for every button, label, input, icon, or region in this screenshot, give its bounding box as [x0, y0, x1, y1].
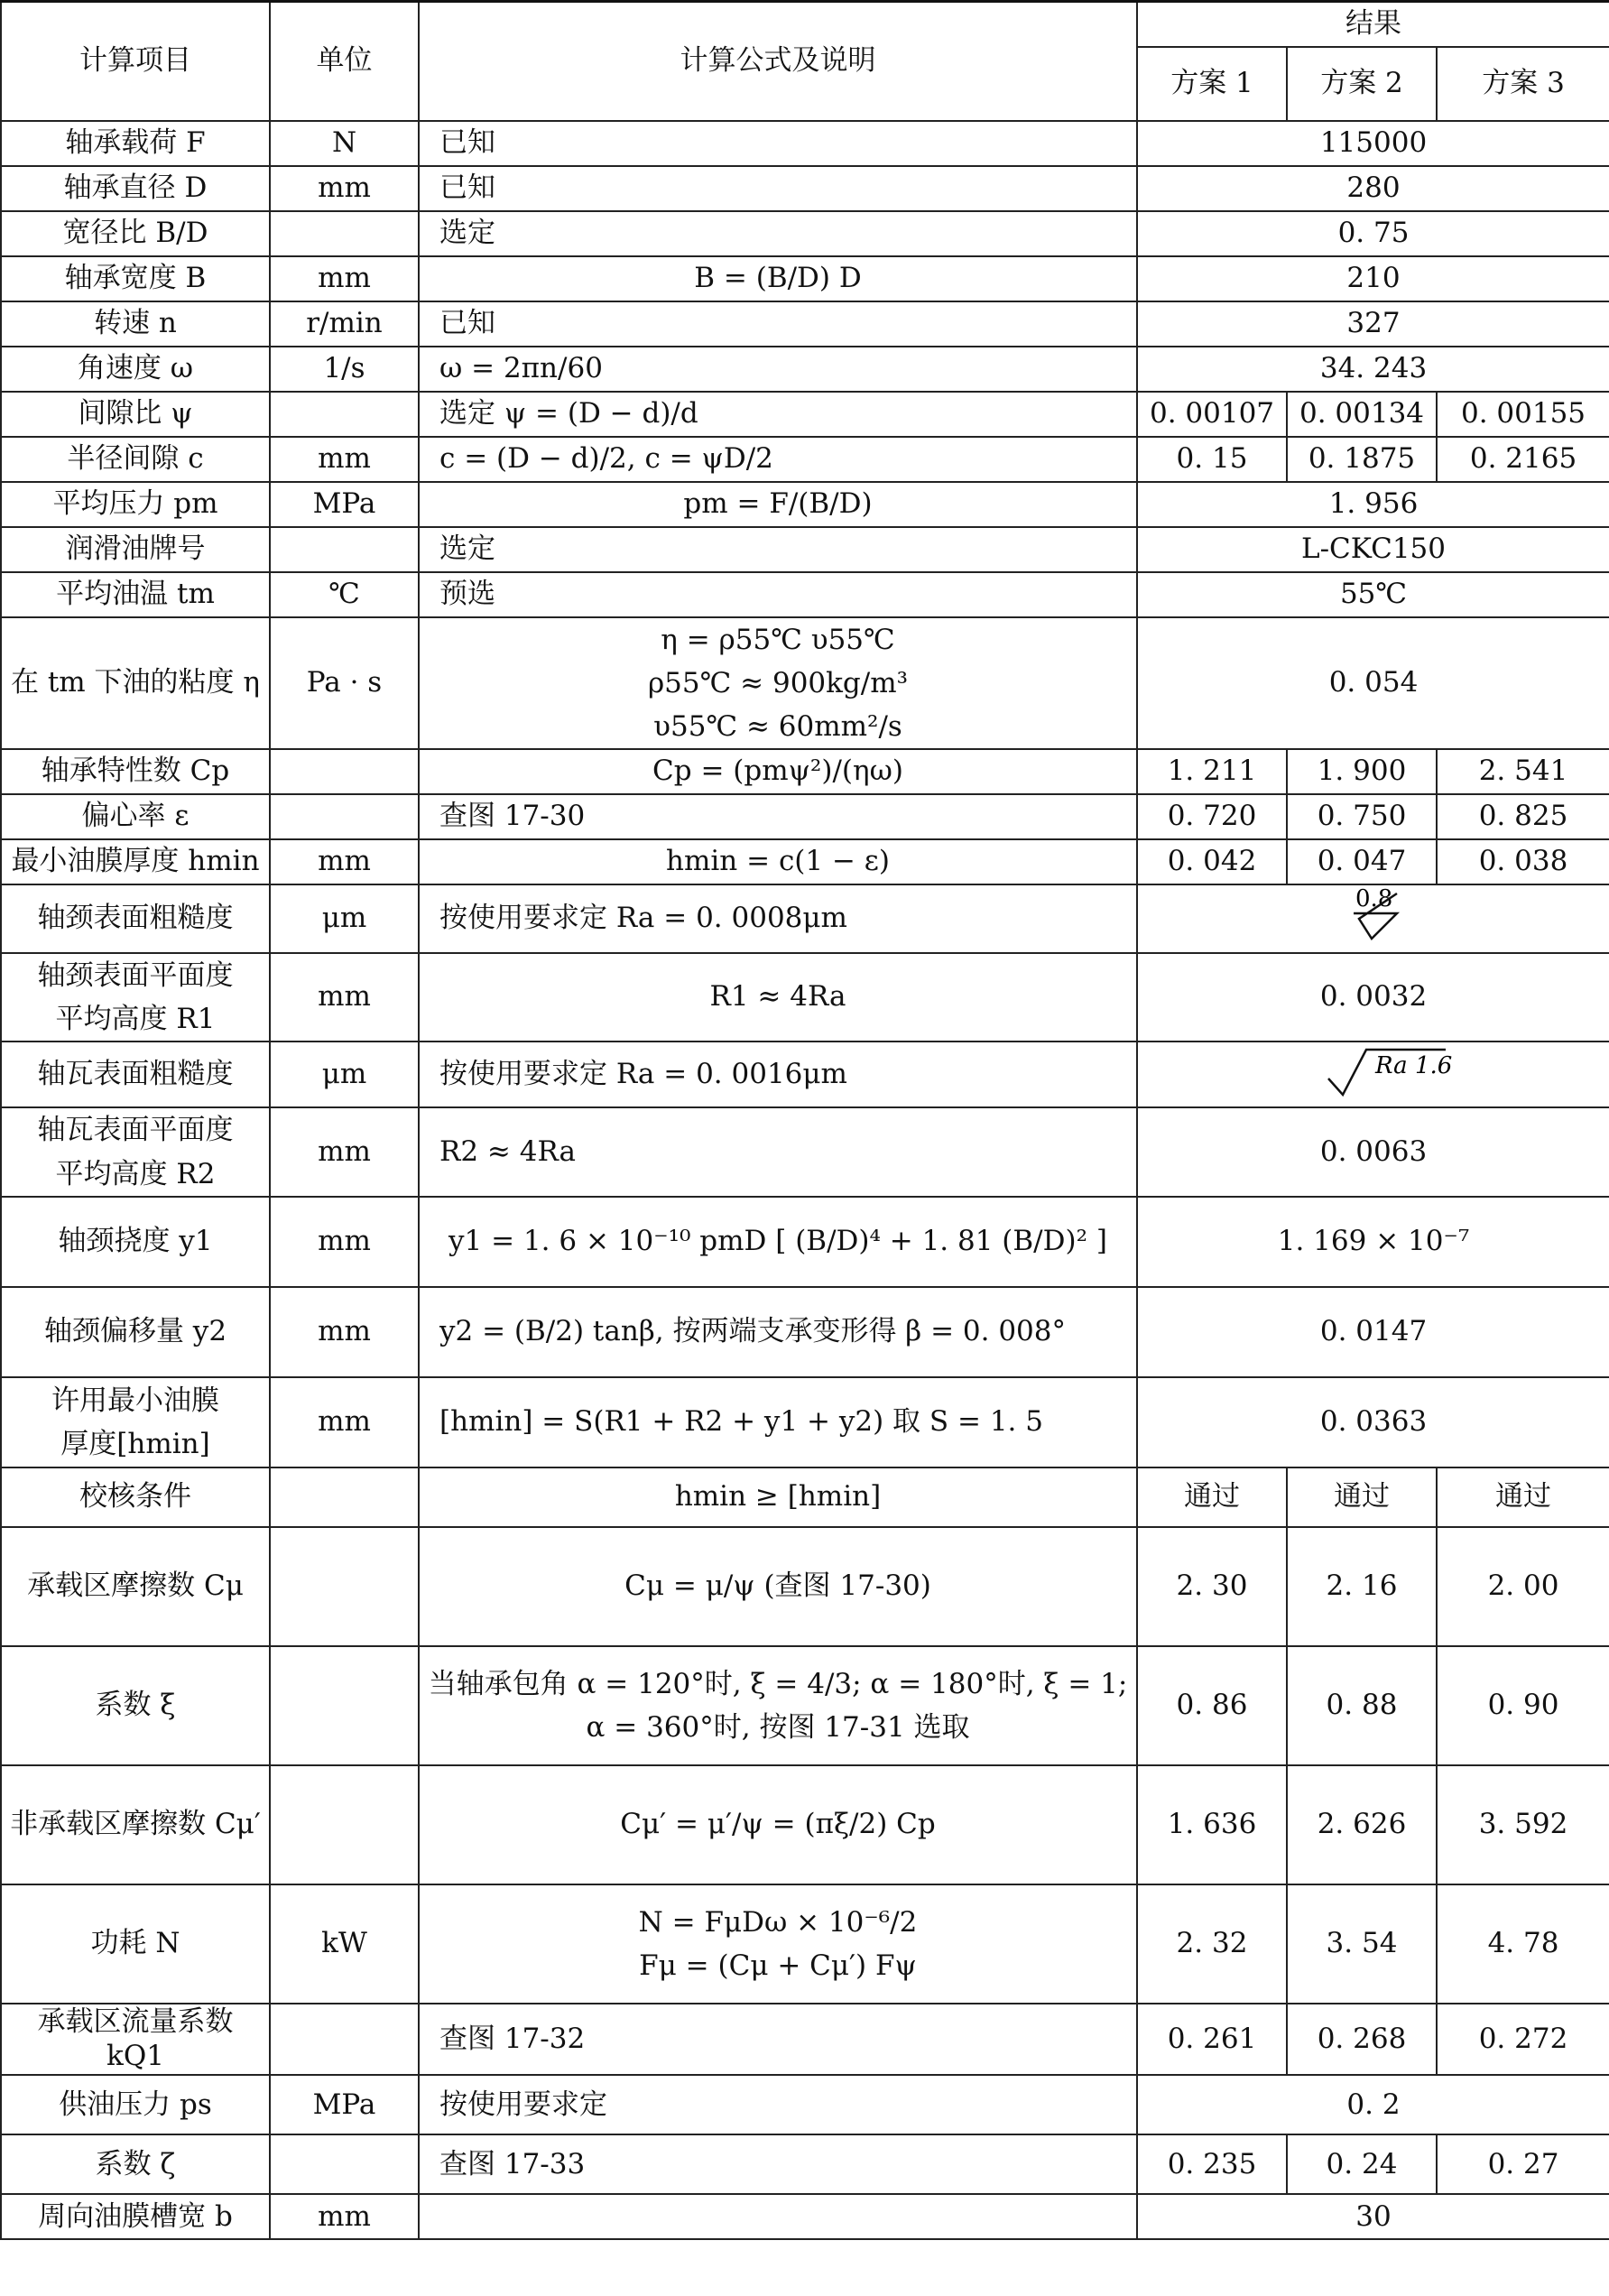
cell-unit — [270, 1527, 419, 1646]
cell-item: 系数 ξ — [1, 1646, 270, 1765]
formula-line: υ55℃ ≈ 60mm²/s — [653, 709, 902, 743]
table-row — [1, 2075, 1609, 2134]
table-row — [1, 1042, 1609, 1108]
cell-formula: 查图 17-32 — [419, 2004, 1137, 2076]
cell-unit — [270, 1765, 419, 1884]
cell-item: 供油压力 ps — [1, 2075, 270, 2134]
cell-result-merged: 1. 956 — [1137, 482, 1609, 527]
cell-result-merged: L-CKC150 — [1137, 527, 1609, 572]
cell-formula — [419, 617, 1137, 749]
table-row — [1, 392, 1609, 437]
roughness-symbol-icon — [1292, 1042, 1455, 1098]
cell-formula: pm = F/(B/D) — [419, 482, 1137, 527]
cell-item: 在 tm 下油的粘度 η — [1, 617, 270, 749]
cell-item: 角速度 ω — [1, 347, 270, 392]
item-line: 厚度[hmin] — [60, 1427, 210, 1460]
item-line: 轴颈表面平面度 — [37, 958, 234, 992]
table-row — [1, 527, 1609, 572]
cell-result-scheme-1: 2. 32 — [1137, 1884, 1287, 2004]
header-scheme-2: 方案 2 — [1287, 47, 1437, 121]
table-row — [1, 572, 1609, 617]
table-body — [1, 121, 1609, 2240]
cell-unit — [270, 211, 419, 256]
cell-formula: y2 = (B/2) tanβ, 按两端支承变形得 β = 0. 008° — [419, 1287, 1137, 1377]
cell-unit: mm — [270, 953, 419, 1042]
cell-item: 最小油膜厚度 hmin — [1, 839, 270, 884]
cell-formula: 已知 — [419, 301, 1137, 347]
cell-result-scheme-1: 0. 261 — [1137, 2004, 1287, 2076]
table-row — [1, 884, 1609, 953]
cell-unit: MPa — [270, 2075, 419, 2134]
cell-formula: Cμ′ = μ′/ψ = (πξ/2) Cp — [419, 1765, 1137, 1884]
header-unit: 单位 — [270, 2, 419, 121]
cell-result-roughness-symbol — [1137, 1042, 1609, 1108]
cell-item: 系数 ζ — [1, 2134, 270, 2194]
cell-formula: 查图 17-30 — [419, 794, 1137, 839]
cell-formula: 已知 — [419, 166, 1137, 211]
cell-unit: mm — [270, 839, 419, 884]
cell-result-scheme-1: 0. 15 — [1137, 437, 1287, 482]
formula-line: ρ55℃ ≈ 900kg/m³ — [647, 666, 909, 699]
cell-item: 非承载区摩擦数 Cμ′ — [1, 1765, 270, 1884]
cell-result-merged: 0. 054 — [1137, 617, 1609, 749]
cell-formula: R2 ≈ 4Ra — [419, 1107, 1137, 1196]
cell-item: 轴承宽度 B — [1, 256, 270, 301]
cell-item: 间隙比 ψ — [1, 392, 270, 437]
cell-item: 承载区摩擦数 Cμ — [1, 1527, 270, 1646]
cell-item: 校核条件 — [1, 1467, 270, 1527]
cell-formula: 选定 ψ = (D − d)/d — [419, 392, 1137, 437]
cell-result-merged: 34. 243 — [1137, 347, 1609, 392]
cell-result-scheme-2: 0. 00134 — [1287, 392, 1437, 437]
cell-unit: N — [270, 121, 419, 166]
cell-result-merged: 0. 2 — [1137, 2075, 1609, 2134]
table-row — [1, 1467, 1609, 1527]
cell-item: 宽径比 B/D — [1, 211, 270, 256]
cell-result-merged: 280 — [1137, 166, 1609, 211]
table-row — [1, 166, 1609, 211]
cell-result-merged: 1. 169 × 10⁻⁷ — [1137, 1197, 1609, 1287]
cell-unit: ℃ — [270, 572, 419, 617]
table-row — [1, 839, 1609, 884]
formula-line: α = 360°时, 按图 17-31 选取 — [586, 1710, 970, 1744]
cell-unit: 1/s — [270, 347, 419, 392]
cell-unit: mm — [270, 1377, 419, 1467]
cell-item — [1, 953, 270, 1042]
cell-unit: mm — [270, 256, 419, 301]
header-result: 结果 — [1137, 2, 1609, 47]
table-row — [1, 2004, 1609, 2076]
cell-result-scheme-1: 通过 — [1137, 1467, 1287, 1527]
cell-item — [1, 1107, 270, 1196]
table-row — [1, 1107, 1609, 1196]
cell-formula: 按使用要求定 Ra = 0. 0016μm — [419, 1042, 1137, 1108]
table-row — [1, 1765, 1609, 1884]
cell-result-scheme-2: 2. 626 — [1287, 1765, 1437, 1884]
cell-formula: 已知 — [419, 121, 1137, 166]
cell-result-scheme-2: 通过 — [1287, 1467, 1437, 1527]
cell-unit: Pa · s — [270, 617, 419, 749]
cell-unit: mm — [270, 1107, 419, 1196]
cell-result-scheme-3: 0. 27 — [1437, 2134, 1609, 2194]
cell-formula: Cμ = μ/ψ (查图 17-30) — [419, 1527, 1137, 1646]
header-item: 计算项目 — [1, 2, 270, 121]
cell-unit — [270, 749, 419, 794]
cell-formula: B = (B/D) D — [419, 256, 1137, 301]
cell-result-scheme-3: 4. 78 — [1437, 1884, 1609, 2004]
cell-result-merged: 0. 0363 — [1137, 1377, 1609, 1467]
cell-formula: 预选 — [419, 572, 1137, 617]
cell-item: 转速 n — [1, 301, 270, 347]
cell-unit: mm — [270, 1197, 419, 1287]
cell-formula: 查图 17-33 — [419, 2134, 1137, 2194]
table-row — [1, 794, 1609, 839]
cell-unit — [270, 794, 419, 839]
cell-unit: kW — [270, 1884, 419, 2004]
table-row — [1, 256, 1609, 301]
roughness-symbol-icon — [1292, 886, 1455, 942]
cell-result-scheme-2: 2. 16 — [1287, 1527, 1437, 1646]
cell-unit: mm — [270, 2194, 419, 2239]
cell-unit: MPa — [270, 482, 419, 527]
cell-result-scheme-1: 1. 636 — [1137, 1765, 1287, 1884]
table-row — [1, 1884, 1609, 2004]
cell-formula: 按使用要求定 Ra = 0. 0008μm — [419, 884, 1137, 953]
cell-item — [1, 1377, 270, 1467]
table-row — [1, 347, 1609, 392]
cell-result-scheme-1: 0. 86 — [1137, 1646, 1287, 1765]
cell-formula: hmin = c(1 − ε) — [419, 839, 1137, 884]
cell-item: 轴承直径 D — [1, 166, 270, 211]
cell-result-scheme-3: 0. 90 — [1437, 1646, 1609, 1765]
roughness-label: 0.8 — [1355, 885, 1393, 912]
cell-item: 轴颈偏移量 y2 — [1, 1287, 270, 1377]
cell-item: 轴承特性数 Cp — [1, 749, 270, 794]
table-row — [1, 1287, 1609, 1377]
cell-item: 承载区流量系数 kQ1 — [1, 2004, 270, 2076]
cell-result-scheme-1: 2. 30 — [1137, 1527, 1287, 1646]
cell-item: 轴颈挠度 y1 — [1, 1197, 270, 1287]
header-formula: 计算公式及说明 — [419, 2, 1137, 121]
cell-result-scheme-1: 0. 042 — [1137, 839, 1287, 884]
cell-item: 平均压力 pm — [1, 482, 270, 527]
cell-unit — [270, 527, 419, 572]
cell-result-merged: 0. 75 — [1137, 211, 1609, 256]
cell-item: 半径间隙 c — [1, 437, 270, 482]
cell-unit — [270, 2134, 419, 2194]
formula-line: 当轴承包角 α = 120°时, ξ = 4/3; α = 180°时, ξ = 1; — [428, 1667, 1128, 1700]
cell-result-scheme-1: 1. 211 — [1137, 749, 1287, 794]
cell-result-scheme-3: 0. 00155 — [1437, 392, 1609, 437]
cell-result-scheme-1: 0. 00107 — [1137, 392, 1287, 437]
table-row — [1, 1646, 1609, 1765]
table-row — [1, 2194, 1609, 2239]
cell-item: 轴颈表面粗糙度 — [1, 884, 270, 953]
cell-result-merged: 0. 0147 — [1137, 1287, 1609, 1377]
formula-line: N = FμDω × 10⁻⁶/2 — [638, 1905, 918, 1939]
cell-result-scheme-2: 1. 900 — [1287, 749, 1437, 794]
cell-formula: y1 = 1. 6 × 10⁻¹⁰ pmD [ (B/D)⁴ + 1. 81 (B/D)² ] — [419, 1197, 1137, 1287]
cell-unit — [270, 2004, 419, 2076]
cell-formula: [hmin] = S(R1 + R2 + y1 + y2) 取 S = 1. 5 — [419, 1377, 1137, 1467]
cell-formula: c = (D − d)/2, c = ψD/2 — [419, 437, 1137, 482]
cell-result-merged: 327 — [1137, 301, 1609, 347]
cell-formula: 选定 — [419, 211, 1137, 256]
cell-formula: ω = 2πn/60 — [419, 347, 1137, 392]
header-scheme-1: 方案 1 — [1137, 47, 1287, 121]
cell-formula: Cp = (pmψ²)/(ηω) — [419, 749, 1137, 794]
table-row — [1, 1527, 1609, 1646]
cell-result-merged: 30 — [1137, 2194, 1609, 2239]
cell-item: 轴瓦表面粗糙度 — [1, 1042, 270, 1108]
table-row — [1, 617, 1609, 749]
table-row — [1, 1377, 1609, 1467]
cell-formula: 按使用要求定 — [419, 2075, 1137, 2134]
cell-result-scheme-2: 0. 88 — [1287, 1646, 1437, 1765]
cell-unit — [270, 1646, 419, 1765]
cell-result-scheme-3: 3. 592 — [1437, 1765, 1609, 1884]
cell-item: 偏心率 ε — [1, 794, 270, 839]
cell-unit: r/min — [270, 301, 419, 347]
cell-result-scheme-1: 0. 235 — [1137, 2134, 1287, 2194]
cell-result-merged: 0. 0063 — [1137, 1107, 1609, 1196]
cell-formula — [419, 1646, 1137, 1765]
cell-formula: R1 ≈ 4Ra — [419, 953, 1137, 1042]
cell-unit: μm — [270, 884, 419, 953]
cell-item: 平均油温 tm — [1, 572, 270, 617]
cell-result-scheme-3: 2. 541 — [1437, 749, 1609, 794]
item-line: 许用最小油膜 — [51, 1384, 219, 1417]
cell-result-merged: 210 — [1137, 256, 1609, 301]
cell-unit: mm — [270, 166, 419, 211]
table-row — [1, 121, 1609, 166]
cell-result-scheme-2: 0. 24 — [1287, 2134, 1437, 2194]
cell-item: 周向油膜槽宽 b — [1, 2194, 270, 2239]
cell-item: 轴承载荷 F — [1, 121, 270, 166]
cell-formula: 选定 — [419, 527, 1137, 572]
item-line: 平均高度 R1 — [55, 1002, 216, 1035]
cell-result-merged: 55℃ — [1137, 572, 1609, 617]
table-row — [1, 749, 1609, 794]
cell-result-scheme-1: 0. 720 — [1137, 794, 1287, 839]
cell-formula — [419, 1884, 1137, 2004]
cell-unit: mm — [270, 437, 419, 482]
cell-result-scheme-3: 通过 — [1437, 1467, 1609, 1527]
item-line: 平均高度 R2 — [55, 1157, 216, 1190]
cell-result-scheme-3: 2. 00 — [1437, 1527, 1609, 1646]
cell-result-scheme-2: 3. 54 — [1287, 1884, 1437, 2004]
table-row — [1, 1197, 1609, 1287]
cell-result-scheme-3: 0. 2165 — [1437, 437, 1609, 482]
table-row — [1, 2134, 1609, 2194]
cell-result-scheme-2: 0. 1875 — [1287, 437, 1437, 482]
formula-line: Fμ = (Cμ + Cμ′) Fψ — [639, 1949, 917, 1982]
table-row — [1, 482, 1609, 527]
cell-unit — [270, 392, 419, 437]
cell-unit: μm — [270, 1042, 419, 1108]
cell-formula — [419, 2194, 1137, 2239]
cell-result-roughness-symbol — [1137, 884, 1609, 953]
cell-item: 润滑油牌号 — [1, 527, 270, 572]
cell-item: 功耗 N — [1, 1884, 270, 2004]
cell-result-scheme-2: 0. 268 — [1287, 2004, 1437, 2076]
cell-result-merged: 0. 0032 — [1137, 953, 1609, 1042]
cell-result-scheme-3: 0. 038 — [1437, 839, 1609, 884]
item-line: 轴瓦表面平面度 — [37, 1114, 234, 1147]
cell-formula: hmin ≥ [hmin] — [419, 1467, 1137, 1527]
cell-result-merged: 115000 — [1137, 121, 1609, 166]
header-scheme-3: 方案 3 — [1437, 47, 1609, 121]
cell-result-scheme-2: 0. 047 — [1287, 839, 1437, 884]
cell-result-scheme-3: 0. 825 — [1437, 794, 1609, 839]
cell-unit: mm — [270, 1287, 419, 1377]
table-row — [1, 301, 1609, 347]
table-row — [1, 437, 1609, 482]
roughness-label: Ra 1.6 — [1375, 1051, 1453, 1079]
table-row — [1, 211, 1609, 256]
cell-unit — [270, 1467, 419, 1527]
cell-result-scheme-2: 0. 750 — [1287, 794, 1437, 839]
table-row — [1, 953, 1609, 1042]
formula-line: η = ρ55℃ υ55℃ — [661, 623, 895, 656]
cell-result-scheme-3: 0. 272 — [1437, 2004, 1609, 2076]
